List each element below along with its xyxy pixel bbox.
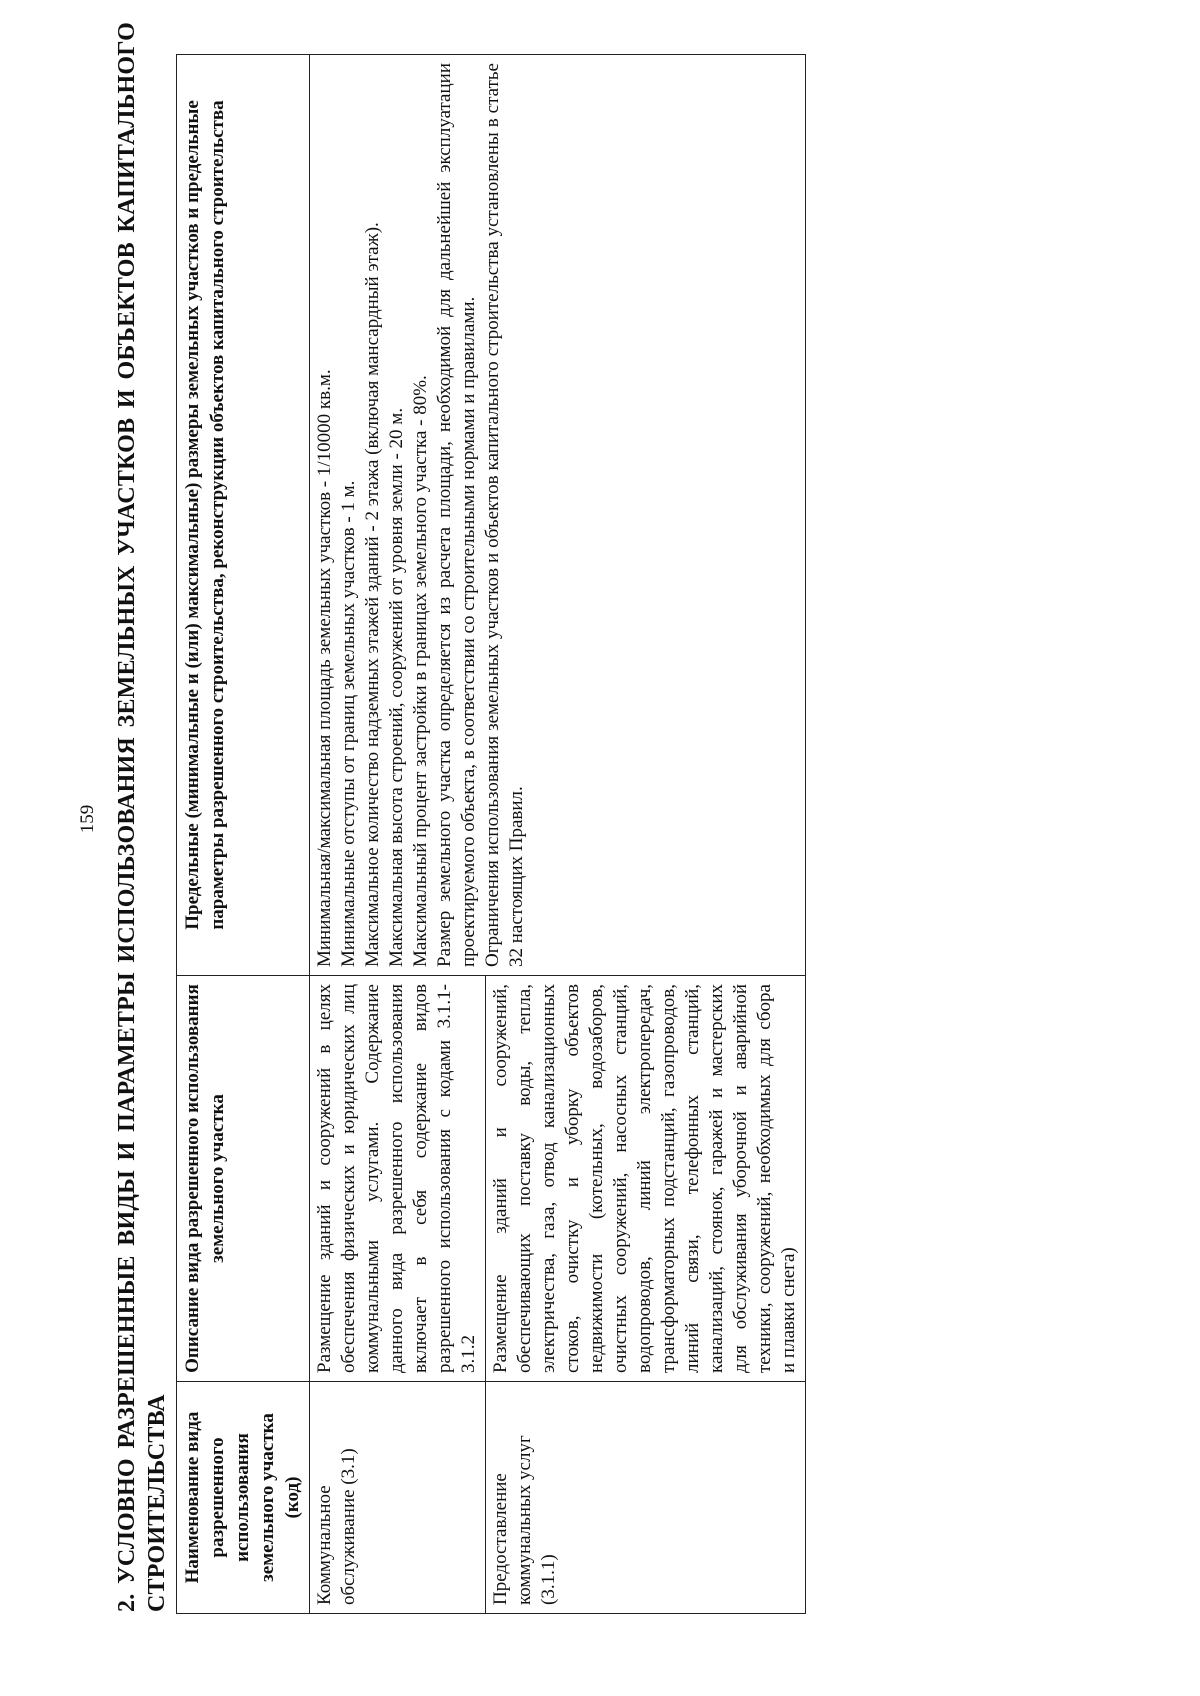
- param-line: Максимальная высота строений, сооружений от уровня земли - 20 м.: [386, 407, 407, 967]
- table-row: [310, 55, 486, 1614]
- header-name: Наименование вида разрешенного использования земельного участка (код): [177, 1382, 310, 1614]
- cell-params: [310, 55, 806, 976]
- table-header-row: [177, 55, 310, 1614]
- cell-name: Предоставление коммунальных услуг (3.1.1): [486, 1382, 806, 1614]
- param-line: Максимальное количество надземных этажей зданий - 2 этажа (включая мансардный этаж).: [362, 222, 383, 967]
- header-params: Предельные (минимальные и (или) максимальные) размеры земельных участков и предельные параметры разрешенного строительства, реконструкции объектов капитального строительства: [177, 55, 310, 976]
- cell-description: Размещение зданий и сооружений, обеспечивающих поставку воды, тепла, электричества, газа, отвод канализационных стоков, очистку и уборку объектов недвижимости (котельных, водозаборов, очистных сооружений, насосных станций, водопроводов, линий электропередач, трансформаторных подстанций, газопроводов, линий связи, телефонных станций, канализаций, стоянок, гаражей и мастерских для обслуживания уборочной и аварийной техники, сооружений, необходимых для сбора и плавки снега): [486, 976, 806, 1382]
- param-line: Ограничения использования земельных участков и объектов капитального строительства установлены в статье 32 настоящих Правил.: [482, 63, 527, 967]
- param-line: Размер земельного участка определяется из расчета площади, необходимой для дальнейшей эксплуатации проектируемого объекта, в соответствии со строительными нормами и правилами.: [434, 63, 479, 967]
- param-line: Минимальная/максимальная площадь земельных участков - 1/10000 кв.м.: [314, 369, 335, 967]
- land-use-table: [176, 54, 806, 1614]
- page-number: 159: [77, 804, 98, 834]
- cell-description: Размещение зданий и сооружений в целях обеспечения физических и юридических лиц коммунальными услугами. Содержание данного вида разрешенного использования включает в себя содержание видов разрешенного использования с кодами 3.1.1-3.1.2: [310, 976, 486, 1382]
- param-line: Максимальный процент застройки в границах земельного участка - 80%.: [410, 375, 431, 967]
- cell-name: Коммунальное обслуживание (3.1): [310, 1382, 486, 1614]
- param-line: Минимальные отступы от границ земельных участков - 1 м.: [338, 480, 359, 967]
- section-heading: 2. УСЛОВНО РАЗРЕШЕННЫЕ ВИДЫ И ПАРАМЕТРЫ ИСПОЛЬЗОВАНИЯ ЗЕМЕЛЬНЫХ УЧАСТКОВ И ОБЪЕКТОВ КАПИТАЛЬНОГО СТРОИТЕЛЬСТВА: [114, 22, 170, 1612]
- header-description: Описание вида разрешенного использования земельного участка: [177, 976, 310, 1382]
